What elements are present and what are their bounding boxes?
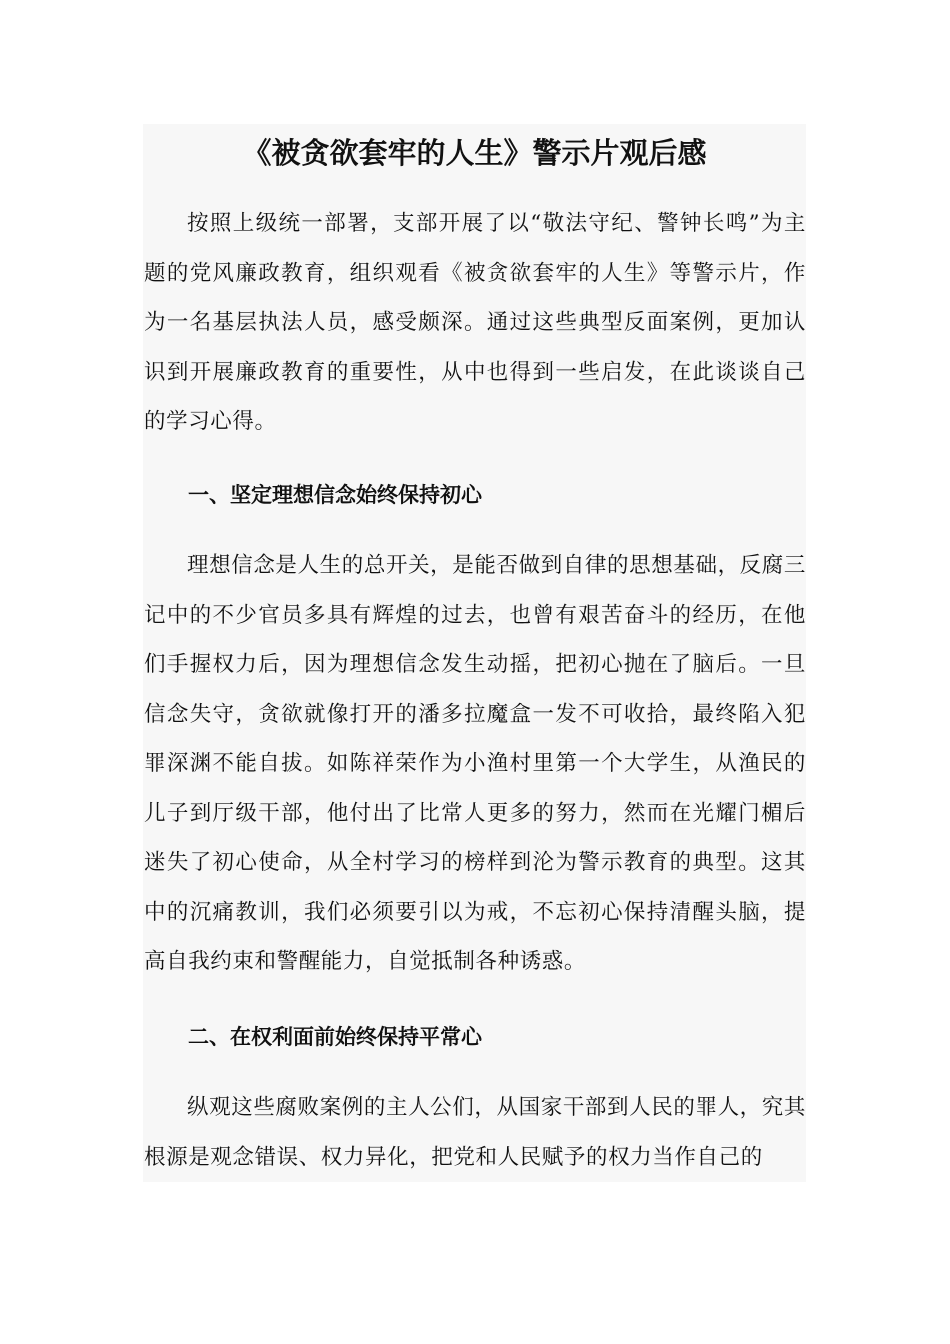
section-2-body: 纵观这些腐败案例的主人公们，从国家干部到人民的罪人，究其根源是观念错误、权力异化，把党和人民赋予的权力当作自己的 — [144, 1095, 806, 1170]
section-1-heading: 一、坚定理想信念始终保持初心 — [188, 482, 482, 507]
section-1-body: 理想信念是人生的总开关，是能否做到自律的思想基础，反腐三记中的不少官员多具有辉煌的过去，也曾有艰苦奋斗的经历，在他们手握权力后，因为理想信念发生动摇，把初心抛在了脑后。一旦信念失守，贪欲就像打开的潘多拉魔盒一发不可收拾，最终陷入犯罪深渊不能自拔。如陈祥荣作为小渔村里第一个大学生，从渔民的儿子到厅级干部，他付出了比常人更多的努力，然而在光耀门楣后迷失了初心使命，从全村学习的榜样到沦为警示教育的典型。这其中的沉痛教训，我们必须要引以为戒，不忘初心保持清醒头脑，提高自我约束和警醒能力，自觉抵制各种诱惑。 — [144, 553, 806, 974]
intro-paragraph: 按照上级统一部署，支部开展了以“敬法守纪、警钟长鸣”为主题的党风廉政教育，组织观看《被贪欲套牢的人生》等警示片，作为一名基层执法人员，感受颇深。通过这些典型反面案例，更加认识到开展廉政教育的重要性，从中也得到一些启发，在此谈谈自己的学习心得。 — [144, 211, 806, 434]
section-2-heading: 二、在权利面前始终保持平常心 — [188, 1024, 482, 1049]
document-title: 《被贪欲套牢的人生》警示片观后感 — [242, 136, 707, 170]
